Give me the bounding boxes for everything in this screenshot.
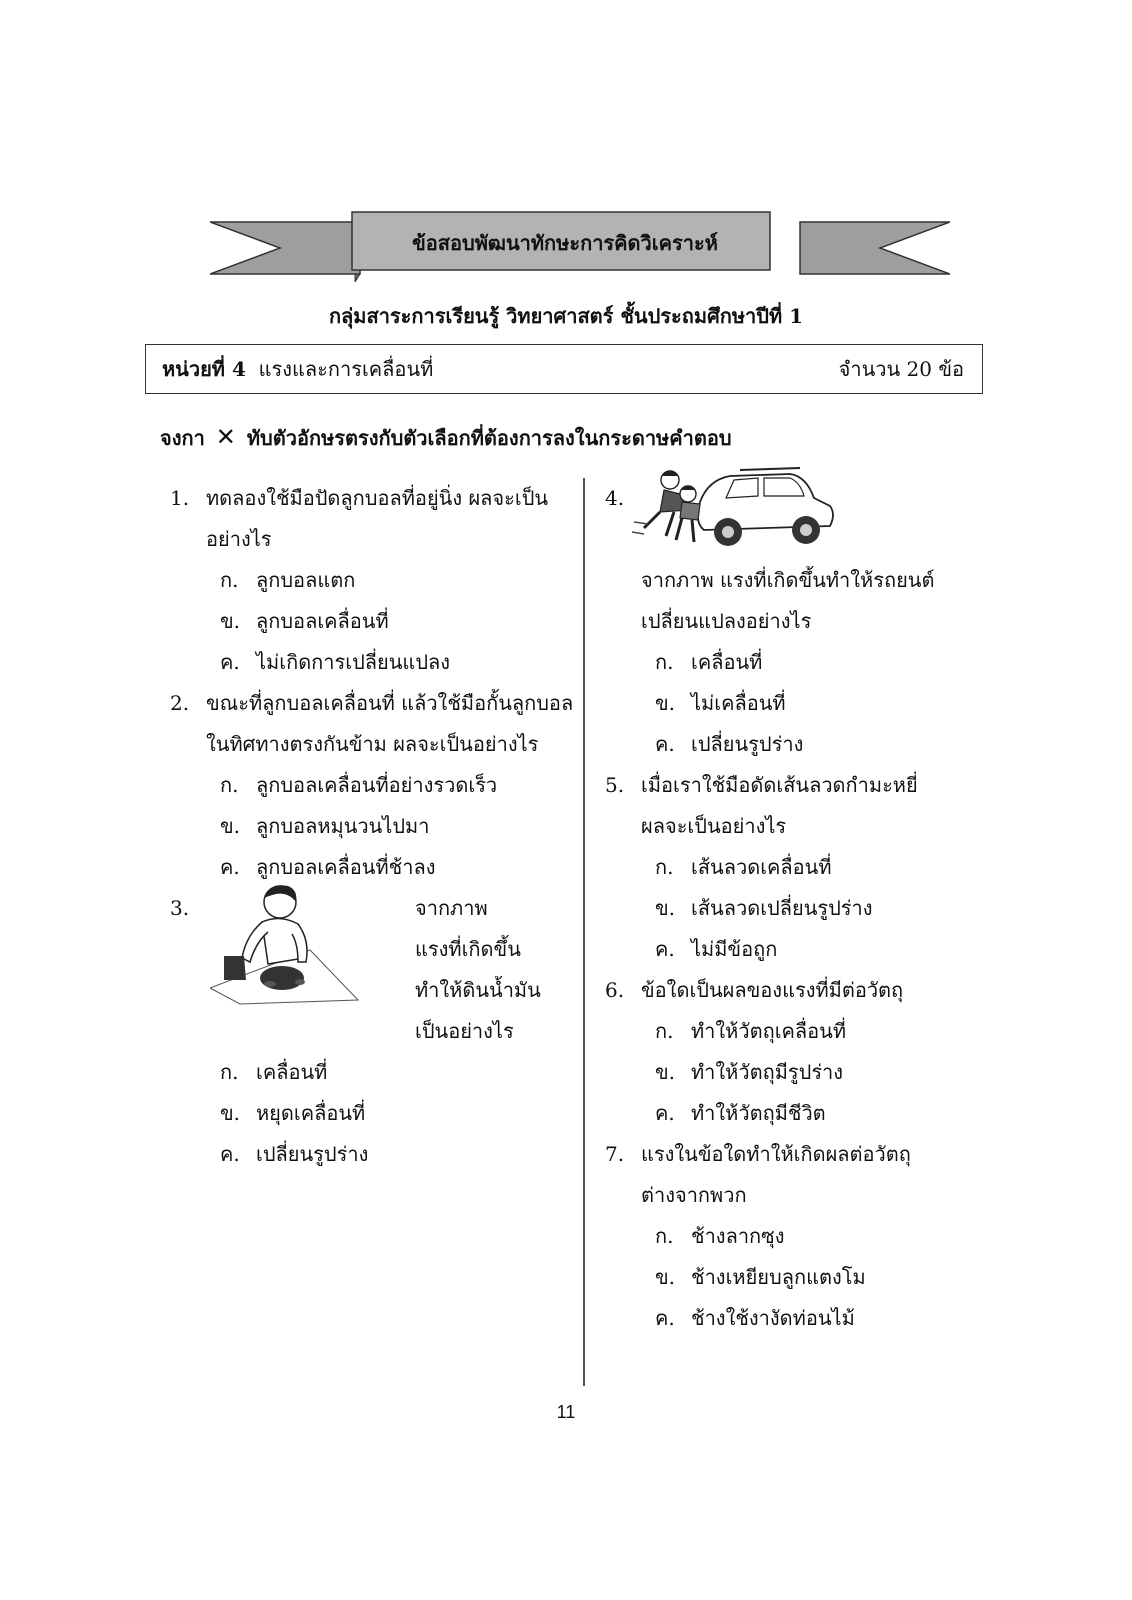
unit-heading — [162, 345, 433, 393]
option-c[interactable] — [605, 1093, 985, 1134]
question-text: ทำให้ดินน้ำมัน — [415, 978, 541, 1002]
option-a[interactable] — [605, 847, 985, 888]
cross-mark-icon: ✕ — [215, 423, 236, 451]
option-text: เคลื่อนที่ — [256, 1060, 328, 1084]
option-a[interactable] — [170, 765, 570, 806]
option-label: ข. — [220, 814, 241, 838]
question-1 — [170, 478, 570, 683]
option-label: ข. — [220, 609, 241, 633]
option-b[interactable] — [605, 683, 985, 724]
option-a[interactable] — [605, 1216, 985, 1257]
option-label: ข. — [220, 1101, 241, 1125]
option-b[interactable] — [170, 1093, 368, 1134]
boy-pressing-clay-illustration — [210, 880, 360, 1005]
question-2 — [170, 683, 574, 888]
option-text: ช้างลากซุง — [691, 1224, 785, 1248]
option-label: ค. — [655, 1306, 675, 1330]
option-b[interactable] — [605, 1052, 985, 1093]
option-text: หยุดเคลื่อนที่ — [256, 1101, 366, 1125]
question-text: ขณะที่ลูกบอลเคลื่อนที่ แล้วใช้มือกั้นลูกบอล — [206, 691, 574, 715]
option-label: ก. — [220, 568, 239, 592]
option-a[interactable] — [605, 1011, 985, 1052]
option-label: ค. — [655, 732, 675, 756]
option-label: ค. — [220, 855, 240, 879]
question-text: จากภาพ — [415, 896, 488, 920]
option-label: ก. — [655, 855, 674, 879]
option-text: เส้นลวดเคลื่อนที่ — [691, 855, 832, 879]
option-label: ข. — [655, 691, 676, 715]
question-5 — [605, 765, 985, 970]
option-b[interactable] — [605, 888, 985, 929]
option-label: ข. — [655, 896, 676, 920]
option-text: เปลี่ยนรูปร่าง — [256, 1142, 369, 1166]
question-text-cont: ผลจะเป็นอย่างไร — [641, 814, 787, 838]
option-text: ทำให้วัตถุมีรูปร่าง — [691, 1060, 844, 1084]
question-text: ข้อใดเป็นผลของแรงที่มีต่อวัตถุ — [641, 978, 904, 1002]
question-4 — [605, 560, 985, 765]
option-text: ไม่เกิดการเปลี่ยนแปลง — [256, 650, 451, 674]
option-text: ทำให้วัตถุมีชีวิต — [691, 1101, 826, 1125]
option-a[interactable] — [605, 642, 985, 683]
option-text: ลูกบอลเคลื่อนที่ — [256, 609, 389, 633]
option-label: ค. — [220, 650, 240, 674]
option-label: ก. — [220, 1060, 239, 1084]
option-b[interactable] — [170, 806, 570, 847]
question-text: แรงที่เกิดขึ้น — [415, 937, 521, 961]
option-text: ลูกบอลเคลื่อนที่อย่างรวดเร็ว — [256, 773, 498, 797]
option-label: ก. — [655, 650, 674, 674]
unit-title: แรงและการเคลื่อนที่ — [258, 357, 434, 381]
option-a[interactable] — [170, 560, 570, 601]
question-number: 1. — [170, 486, 190, 510]
question-count: จำนวน 20 ข้อ — [838, 357, 964, 381]
option-b[interactable] — [605, 1257, 985, 1298]
option-text: ลูกบอลแตก — [256, 568, 356, 592]
page-number: 11 — [556, 1402, 576, 1422]
question-text-cont: ต่างจากพวก — [641, 1183, 747, 1207]
left-column — [170, 478, 574, 888]
unit-box — [145, 344, 983, 394]
question-text-cont: อย่างไร — [206, 527, 272, 551]
option-label: ค. — [655, 937, 675, 961]
option-label: ค. — [220, 1142, 240, 1166]
option-label: ข. — [655, 1265, 676, 1289]
right-column — [605, 560, 985, 1339]
option-a[interactable] — [170, 1052, 368, 1093]
option-label: ก. — [220, 773, 239, 797]
option-b[interactable] — [170, 601, 570, 642]
option-c[interactable] — [605, 724, 985, 765]
children-pushing-car-illustration — [630, 462, 840, 554]
option-c[interactable] — [605, 929, 985, 970]
subject-subtitle: กลุ่มสาระการเรียนรู้ วิทยาศาสตร์ ชั้นประถมศึกษาปีที่ 1 — [328, 304, 804, 328]
option-c[interactable] — [605, 1298, 985, 1339]
option-text: ทำให้วัตถุเคลื่อนที่ — [691, 1019, 847, 1043]
option-text: ไม่เคลื่อนที่ — [691, 691, 786, 715]
unit-label: หน่วยที่ 4 — [162, 357, 246, 381]
option-label: ก. — [655, 1224, 674, 1248]
instruction-text: ทับตัวอักษรตรงกับตัวเลือกที่ต้องการลงในกระดาษคำตอบ — [246, 426, 732, 450]
option-text: ลูกบอลหมุนวนไปมา — [256, 814, 430, 838]
question-4-number: 4. — [605, 486, 625, 510]
question-number: 2. — [170, 691, 190, 715]
question-number: 5. — [605, 773, 625, 797]
question-text: ทดลองใช้มือปัดลูกบอลที่อยู่นิ่ง ผลจะเป็น — [206, 486, 549, 510]
option-label: ข. — [655, 1060, 676, 1084]
question-3-number: 3. — [170, 896, 190, 920]
option-text: เส้นลวดเปลี่ยนรูปร่าง — [691, 896, 873, 920]
option-c[interactable] — [170, 1134, 368, 1175]
option-text: ช้างเหยียบลูกแตงโม — [691, 1265, 866, 1289]
test-title: ข้อสอบพัฒนาทักษะการคิดวิเคราะห์ — [412, 231, 718, 255]
question-text-cont: ในทิศทางตรงกันข้าม ผลจะเป็นอย่างไร — [206, 732, 539, 756]
question-3-options — [170, 1052, 368, 1175]
option-text: เคลื่อนที่ — [691, 650, 763, 674]
option-text: เปลี่ยนรูปร่าง — [691, 732, 804, 756]
question-text: จากภาพ แรงที่เกิดขึ้นทำให้รถยนต์ — [641, 568, 935, 592]
option-label: ค. — [655, 1101, 675, 1125]
question-text: เมื่อเราใช้มือดัดเส้นลวดกำมะหยี่ — [641, 773, 918, 797]
question-number: 6. — [605, 978, 625, 1002]
question-text: เป็นอย่างไร — [415, 1019, 514, 1043]
option-text: ช้างใช้งางัดท่อนไม้ — [691, 1306, 855, 1330]
instruction-prefix: จงกา — [160, 426, 205, 450]
option-label: ก. — [655, 1019, 674, 1043]
question-7 — [605, 1134, 985, 1339]
option-text: ลูกบอลเคลื่อนที่ช้าลง — [256, 855, 436, 879]
column-divider — [583, 478, 585, 1386]
question-number: 7. — [605, 1142, 625, 1166]
question-text: แรงในข้อใดทำให้เกิดผลต่อวัตถุ — [641, 1142, 911, 1166]
option-c[interactable] — [170, 642, 570, 683]
instructions — [160, 422, 732, 454]
question-6 — [605, 970, 985, 1134]
question-3-text — [415, 888, 541, 1052]
question-text-cont: เปลี่ยนแปลงอย่างไร — [641, 609, 812, 633]
option-text: ไม่มีข้อถูก — [691, 937, 778, 961]
